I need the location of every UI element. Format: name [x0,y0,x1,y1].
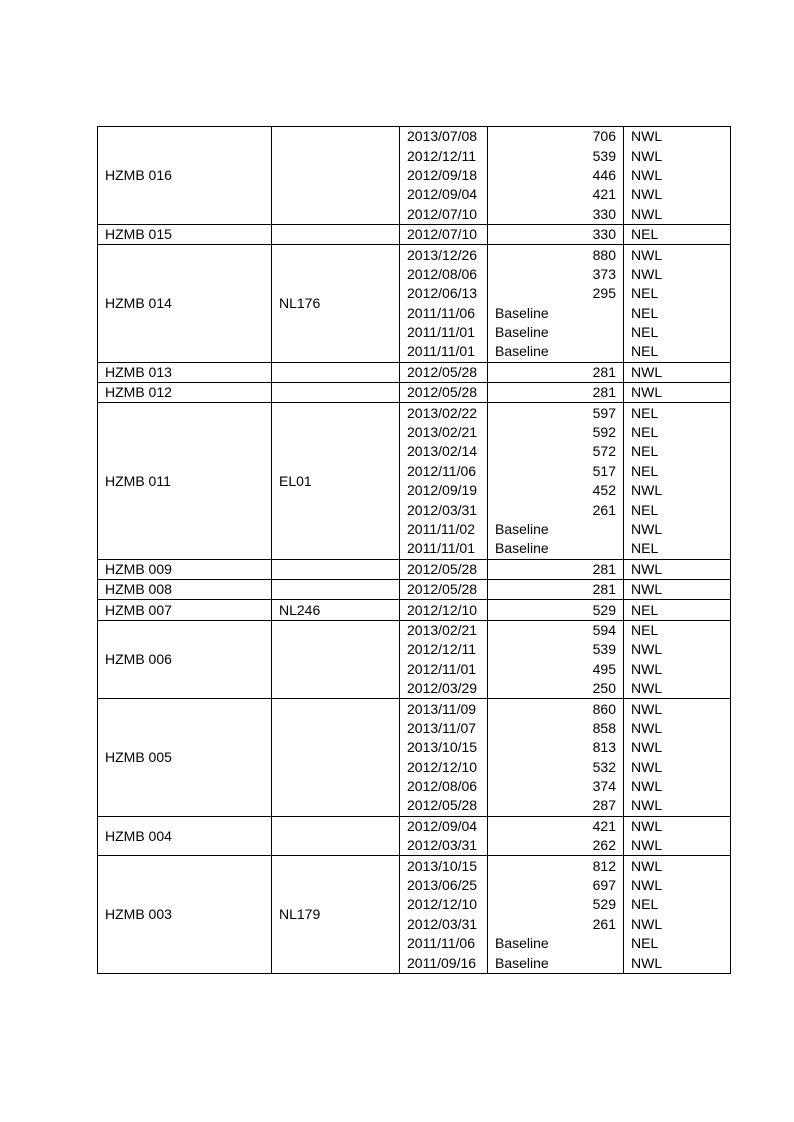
distance-cell: 539 [488,640,624,659]
table-row [98,600,731,620]
distance-cell: 572 [488,442,624,461]
distance-cell: 813 [488,738,624,757]
direction-cell: NEL [624,442,731,461]
direction-cell: NWL [624,719,731,738]
direction-cell: NWL [624,699,731,719]
date-cell: 2012/07/10 [400,224,488,244]
direction-cell: NWL [624,520,731,539]
station-id-cell: HZMB 011 [98,403,272,559]
distance-cell: 281 [488,362,624,382]
station-id-cell: HZMB 007 [98,600,272,620]
direction-cell: NWL [624,245,731,265]
date-cell: 2013/07/08 [400,127,488,147]
date-cell: 2012/12/10 [400,600,488,620]
baseline-cell: Baseline [488,304,624,323]
date-cell: 2011/11/01 [400,323,488,342]
distance-cell: 594 [488,620,624,640]
distance-cell: 597 [488,403,624,423]
distance-cell: 697 [488,876,624,895]
direction-cell: NEL [624,403,731,423]
direction-cell: NWL [624,640,731,659]
station-code-cell [272,816,400,856]
distance-cell: 706 [488,127,624,147]
direction-cell: NWL [624,679,731,699]
baseline-cell: Baseline [488,323,624,342]
date-cell: 2011/11/02 [400,520,488,539]
station-id-cell: HZMB 015 [98,224,272,244]
station-id-cell: HZMB 012 [98,383,272,403]
record-group [98,362,731,382]
baseline-cell: Baseline [488,520,624,539]
station-code-cell [272,362,400,382]
date-cell: 2011/11/06 [400,304,488,323]
direction-cell: NWL [624,915,731,934]
station-code-cell: NL176 [272,245,400,362]
date-cell: 2012/05/28 [400,579,488,599]
distance-cell: 250 [488,679,624,699]
distance-cell: 373 [488,265,624,284]
station-id-cell: HZMB 013 [98,362,272,382]
direction-cell: NWL [624,816,731,836]
direction-cell: NEL [624,224,731,244]
record-group [98,224,731,244]
date-cell: 2011/11/01 [400,539,488,559]
direction-cell: NWL [624,265,731,284]
distance-cell: 330 [488,224,624,244]
table-row [98,620,731,640]
direction-cell: NWL [624,127,731,147]
direction-cell: NWL [624,876,731,895]
date-cell: 2013/10/15 [400,856,488,876]
direction-cell: NEL [624,600,731,620]
distance-cell: 539 [488,146,624,165]
distance-cell: 860 [488,699,624,719]
date-cell: 2012/06/13 [400,284,488,303]
direction-cell: NWL [624,856,731,876]
date-cell: 2012/11/06 [400,462,488,481]
direction-cell: NEL [624,500,731,519]
date-cell: 2012/05/28 [400,559,488,579]
date-cell: 2012/03/29 [400,679,488,699]
date-cell: 2013/02/22 [400,403,488,423]
direction-cell: NWL [624,660,731,679]
direction-cell: NWL [624,758,731,777]
direction-cell: NWL [624,166,731,185]
table-row [98,383,731,403]
distance-cell: 262 [488,836,624,856]
record-group [98,699,731,816]
direction-cell: NEL [624,284,731,303]
station-id-cell: HZMB 005 [98,699,272,816]
date-cell: 2012/11/01 [400,660,488,679]
station-code-cell [272,559,400,579]
distance-cell: 529 [488,895,624,914]
direction-cell: NWL [624,579,731,599]
baseline-cell: Baseline [488,953,624,973]
station-code-cell [272,224,400,244]
distance-cell: 421 [488,185,624,204]
date-cell: 2012/09/19 [400,481,488,500]
date-cell: 2012/07/10 [400,205,488,225]
direction-cell: NWL [624,559,731,579]
direction-cell: NWL [624,362,731,382]
date-cell: 2013/06/25 [400,876,488,895]
date-cell: 2012/03/31 [400,500,488,519]
station-code-cell: NL246 [272,600,400,620]
date-cell: 2013/12/26 [400,245,488,265]
distance-cell: 495 [488,660,624,679]
direction-cell: NWL [624,777,731,796]
station-id-cell: HZMB 003 [98,856,272,973]
date-cell: 2012/09/18 [400,166,488,185]
record-group [98,620,731,699]
distance-cell: 281 [488,383,624,403]
station-id-cell: HZMB 008 [98,579,272,599]
date-cell: 2012/09/04 [400,185,488,204]
record-group [98,816,731,856]
table-row [98,699,731,719]
direction-cell: NEL [624,342,731,362]
date-cell: 2013/10/15 [400,738,488,757]
date-cell: 2011/09/16 [400,953,488,973]
baseline-cell: Baseline [488,342,624,362]
distance-cell: 858 [488,719,624,738]
baseline-cell: Baseline [488,934,624,953]
distance-cell: 812 [488,856,624,876]
date-cell: 2013/02/14 [400,442,488,461]
record-group [98,856,731,973]
distance-cell: 592 [488,423,624,442]
distance-cell: 880 [488,245,624,265]
station-code-cell [272,620,400,699]
distance-cell: 421 [488,816,624,836]
date-cell: 2012/08/06 [400,265,488,284]
direction-cell: NWL [624,796,731,816]
direction-cell: NEL [624,462,731,481]
station-id-cell: HZMB 006 [98,620,272,699]
record-group [98,245,731,362]
record-group [98,600,731,620]
direction-cell: NWL [624,481,731,500]
date-cell: 2012/12/11 [400,146,488,165]
distance-cell: 452 [488,481,624,500]
distance-cell: 287 [488,796,624,816]
date-cell: 2013/02/21 [400,423,488,442]
direction-cell: NEL [624,423,731,442]
direction-cell: NEL [624,323,731,342]
direction-cell: NWL [624,185,731,204]
date-cell: 2012/05/28 [400,796,488,816]
station-code-cell [272,579,400,599]
distance-cell: 281 [488,579,624,599]
station-code-cell [272,127,400,225]
record-group [98,127,731,225]
date-cell: 2012/05/28 [400,383,488,403]
record-group [98,559,731,579]
station-code-cell: EL01 [272,403,400,559]
distance-cell: 261 [488,915,624,934]
station-id-cell: HZMB 004 [98,816,272,856]
table-row [98,224,731,244]
distance-cell: 374 [488,777,624,796]
table-row [98,362,731,382]
date-cell: 2013/11/07 [400,719,488,738]
date-cell: 2012/12/11 [400,640,488,659]
date-cell: 2012/12/10 [400,758,488,777]
table-row [98,856,731,876]
direction-cell: NWL [624,383,731,403]
distance-cell: 281 [488,559,624,579]
date-cell: 2013/11/09 [400,699,488,719]
direction-cell: NEL [624,304,731,323]
station-code-cell [272,699,400,816]
record-group [98,403,731,559]
date-cell: 2012/05/28 [400,362,488,382]
station-id-cell: HZMB 014 [98,245,272,362]
direction-cell: NWL [624,738,731,757]
date-cell: 2011/11/06 [400,934,488,953]
direction-cell: NEL [624,934,731,953]
distance-cell: 295 [488,284,624,303]
distance-cell: 261 [488,500,624,519]
distance-cell: 517 [488,462,624,481]
table-row [98,559,731,579]
date-cell: 2012/08/06 [400,777,488,796]
distance-cell: 532 [488,758,624,777]
direction-cell: NEL [624,539,731,559]
baseline-cell: Baseline [488,539,624,559]
table-row [98,127,731,147]
direction-cell: NEL [624,895,731,914]
distance-cell: 330 [488,205,624,225]
station-id-cell: HZMB 016 [98,127,272,225]
date-cell: 2012/03/31 [400,836,488,856]
date-cell: 2012/03/31 [400,915,488,934]
date-cell: 2012/12/10 [400,895,488,914]
date-cell: 2012/09/04 [400,816,488,836]
date-cell: 2011/11/01 [400,342,488,362]
direction-cell: NEL [624,620,731,640]
station-id-cell: HZMB 009 [98,559,272,579]
record-group [98,383,731,403]
direction-cell: NWL [624,836,731,856]
direction-cell: NWL [624,953,731,973]
distance-cell: 529 [488,600,624,620]
date-cell: 2013/02/21 [400,620,488,640]
direction-cell: NWL [624,205,731,225]
distance-cell: 446 [488,166,624,185]
direction-cell: NWL [624,146,731,165]
record-group [98,579,731,599]
table-row [98,816,731,836]
table-row [98,579,731,599]
records-table [97,126,731,974]
table-row [98,245,731,265]
station-code-cell: NL179 [272,856,400,973]
station-code-cell [272,383,400,403]
table-row [98,403,731,423]
